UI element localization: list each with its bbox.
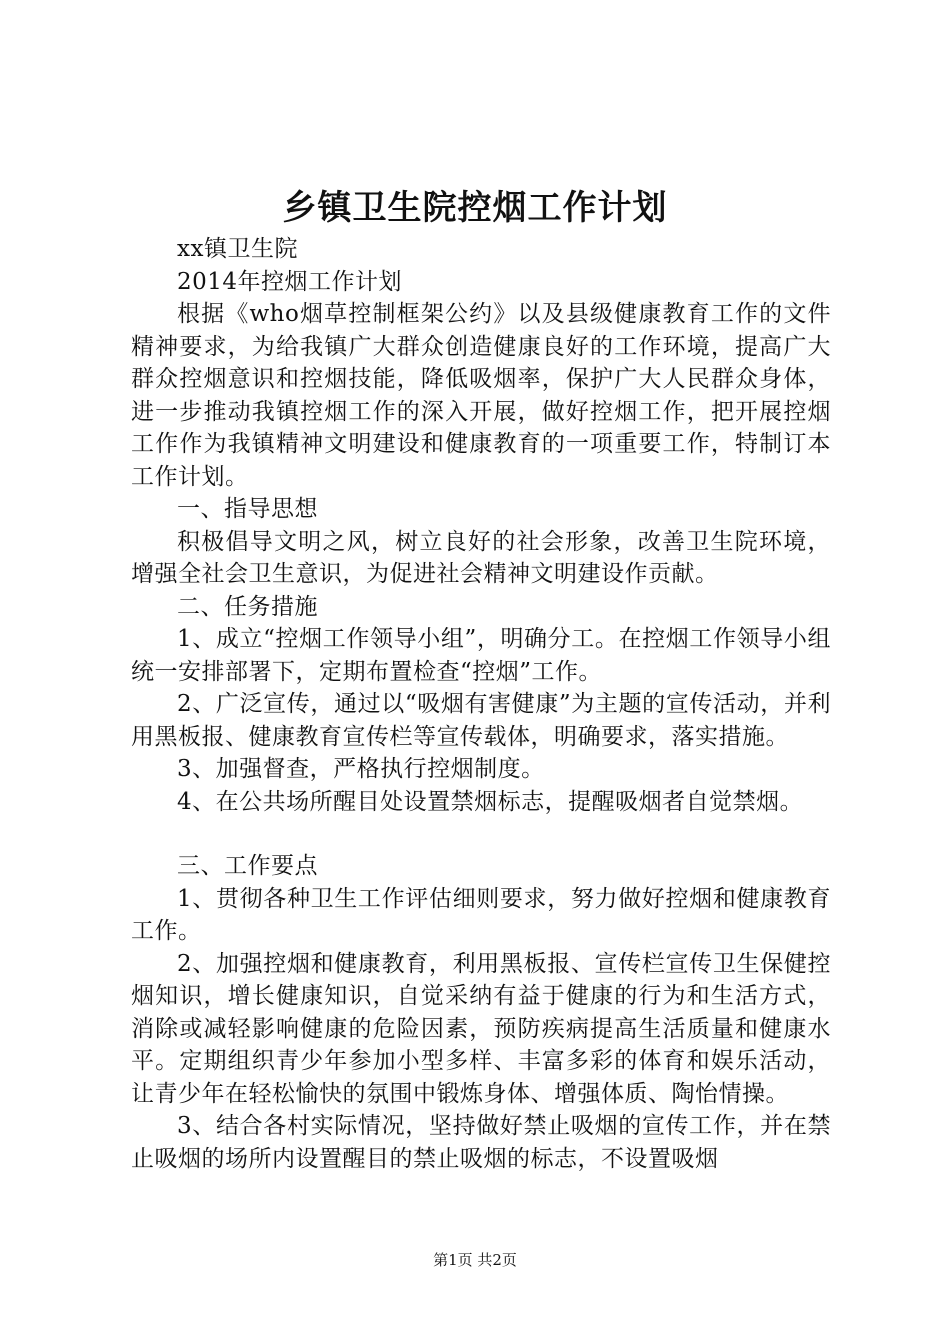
paragraph-key-point-2: 2、加强控烟和健康教育，利用黑板报、宣传栏宣传卫生保健控烟知识，增长健康知识，自觉采纳有益于健康的行为和生活方式，消除或减轻影响健康的危险因素，预防疾病提高生活质量和健康水平。定期组织青少年参加小型多样、丰富多彩的体育和娱乐活动，让青少年在轻松愉快的氛围中锻炼身体、增强体质、陶怡情操。: [131, 950, 831, 1107]
paragraph-intro: 根据《who烟草控制框架公约》以及县级健康教育工作的文件精神要求，为给我镇广大群众创造健康良好的工作环境，提高广大群众控烟意识和控烟技能，降低吸烟率，保护广大人民群众身体，进一步推动我镇控烟工作的深入开展，做好控烟工作，把开展控烟工作作为我镇精神文明建设和健康教育的一项重要工作，特制订本工作计划。: [131, 301, 831, 490]
paragraph-measure-4: 4、在公共场所醒目处设置禁烟标志，提醒吸烟者自觉禁烟。: [177, 788, 804, 815]
page-footer: 第1页 共2页: [433, 1251, 517, 1269]
paragraph-key-point-1: 1、贯彻各种卫生工作评估细则要求，努力做好控烟和健康教育工作。: [131, 885, 831, 944]
paragraph-guiding-ideology: 积极倡导文明之风，树立良好的社会形象，改善卫生院环境，增强全社会卫生意识，为促进社会精神文明建设作贡献。: [131, 528, 831, 587]
paragraph-measure-2: 2、广泛宣传，通过以“吸烟有害健康”为主题的宣传活动，并利用黑板报、健康教育宣传栏等宣传载体，明确要求，落实措施。: [131, 691, 831, 750]
section-heading-key-points: 三、工作要点: [177, 853, 318, 879]
paragraph-key-point-3: 3、结合各村实际情况，坚持做好禁止吸烟的宣传工作，并在禁止吸烟的场所内设置醒目的禁止吸烟的标志，不设置吸烟: [131, 1113, 831, 1172]
document-title: 乡镇卫生院控烟工作计划: [282, 188, 668, 228]
paragraph-measure-1: 1、成立“控烟工作领导小组”，明确分工。在控烟工作领导小组统一安排部署下，定期布置检查“控烟”工作。: [131, 626, 831, 685]
section-heading-measures: 二、任务措施: [177, 593, 318, 620]
document-body: [131, 233, 831, 1175]
paragraph-hospital-name: xx镇卫生院: [177, 236, 298, 262]
paragraph-plan-year: 2014年控烟工作计划: [177, 268, 403, 295]
section-heading-guiding-ideology: 一、指导思想: [177, 496, 318, 522]
paragraph-measure-3: 3、加强督查，严格执行控烟制度。: [177, 756, 545, 782]
paragraph-spacer: [131, 818, 831, 850]
